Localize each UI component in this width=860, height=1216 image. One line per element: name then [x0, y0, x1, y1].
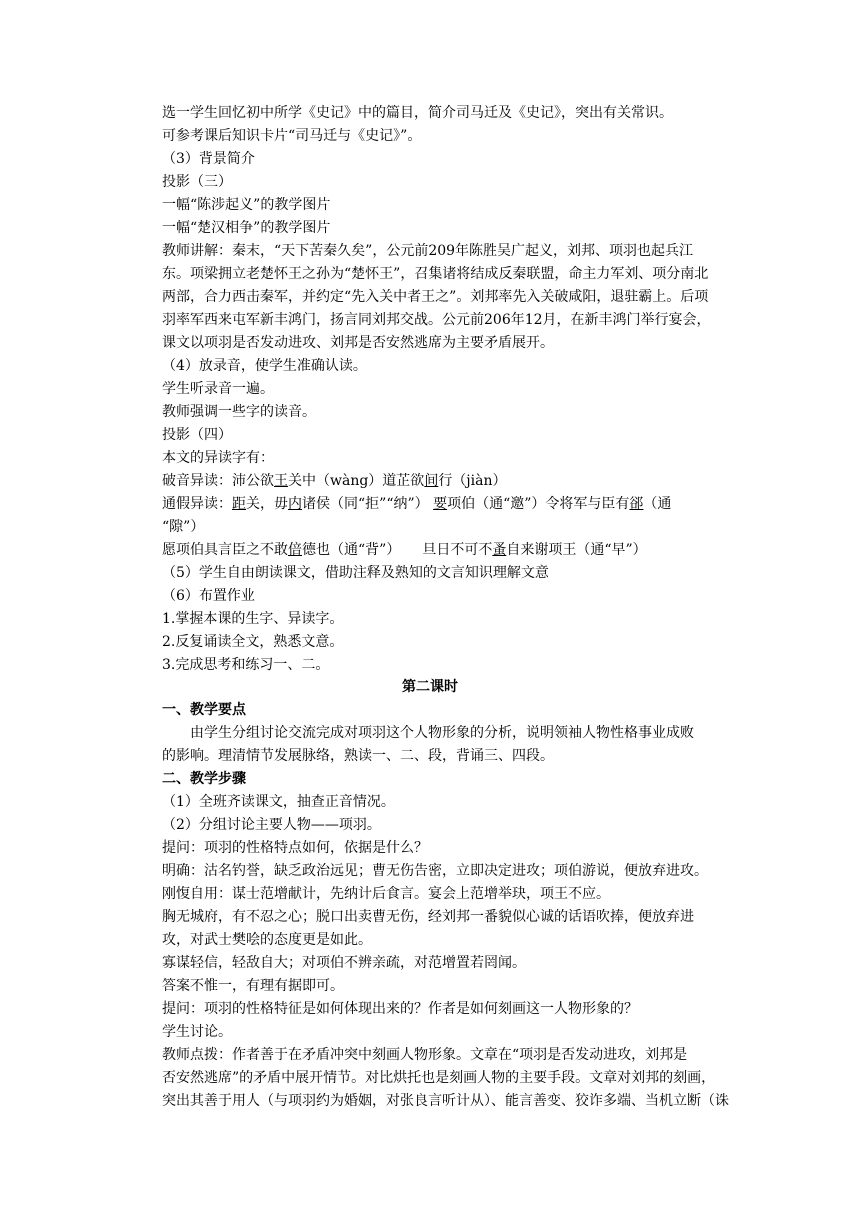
paragraph-line: 学生听录音一遍。 — [162, 381, 274, 397]
paragraph-line: （4）放录音，使学生准确认读。 — [162, 358, 367, 374]
paragraph-line: 教师讲解：秦末，“天下苦秦久矣”，公元前209年陈胜吴广起义，刘邦、项羽也起兵江 — [162, 243, 694, 259]
paragraph-line: 学生讨论。 — [162, 1024, 232, 1040]
underlined-char: 距 — [232, 496, 246, 512]
paragraph-line: 2.反复诵读全文，熟悉文意。 — [162, 634, 344, 650]
paragraph-line: 刚愎自用：谋士范增献计，先纳计后食言。宴会上范增举玦，项王不应。 — [162, 886, 610, 902]
paragraph-line: 教师点拨：作者善于在矛盾冲突中刻画人物形象。文章在“项羽是否发动进攻，刘邦是 — [162, 1047, 688, 1063]
paragraph-line: 攻，对武士樊哙的态度更是如此。 — [162, 932, 372, 948]
paragraph-line: （2）分组讨论主要人物——项羽。 — [162, 817, 381, 833]
paragraph-line: 的影响。理清情节发展脉络，熟读一、二、段，背诵三、四段。 — [162, 748, 554, 764]
paragraph-line: “隙”） — [162, 519, 205, 535]
text-run: 愿项伯具言臣之不敢 — [162, 542, 288, 558]
paragraph-line — [162, 539, 742, 562]
paragraph-line: （1）全班齐读课文，抽查正音情况。 — [162, 794, 395, 810]
paragraph-line: 两部，合力西击秦军，并约定“先入关中者王之”。刘邦率先入关破咸阳，退驻霸上。后项 — [162, 289, 709, 305]
paragraph-line: 1.掌握本课的生字、异读字。 — [162, 611, 344, 627]
subsection-heading: 二、教学步骤 — [162, 771, 246, 787]
underlined-char: 郤 — [629, 496, 644, 512]
text-run: 诸侯（同“拒”“纳”） — [302, 496, 429, 512]
text-run: （通 — [643, 496, 672, 512]
paragraph-line: 3.完成思考和练习一、二。 — [162, 657, 330, 673]
paragraph-line: （5）学生自由朗读课文，借助注释及熟知的文言知识理解文意 — [162, 565, 549, 581]
paragraph-line: 一幅“楚汉相争”的教学图片 — [162, 220, 331, 236]
text-run: 德也（通“背”） — [302, 542, 401, 558]
text-run: 项伯（通“邀”）令将军与臣有 — [447, 496, 630, 512]
paragraph-line: 东。项梁拥立老楚怀王之孙为“楚怀王”，召集诸将结成反秦联盟，命主力军刘、项分南北 — [162, 266, 709, 282]
text-run: 通假异读： — [162, 496, 232, 512]
paragraph-line: （3）背景简介 — [162, 151, 255, 167]
underlined-char: 要 — [433, 496, 448, 512]
paragraph-line: 一幅“陈涉起义”的教学图片 — [162, 197, 331, 213]
paragraph-line: 投影（四） — [162, 427, 232, 443]
underlined-char: 间 — [424, 473, 439, 489]
paragraph-line: 胸无城府，有不忍之心；脱口出卖曹无伤，经刘邦一番貌似心诚的话语吹捧，便放弃进 — [162, 909, 694, 925]
text-run: 行（jiàn） — [438, 473, 507, 489]
paragraph-line: 选一学生回忆初中所学《史记》中的篇目，简介司马迁及《史记》，突出有关常识。 — [162, 105, 673, 121]
underlined-char: 王 — [274, 473, 288, 489]
text-run: 破音异读：沛公欲 — [162, 473, 274, 489]
paragraph-line: 寡谋轻信，轻敌自大；对项伯不辨亲疏，对范增置若罔闻。 — [162, 955, 526, 971]
paragraph-line: 提问：项羽的性格特征是如何体现出来的？作者是如何刻画这一人物形象的？ — [162, 1001, 638, 1017]
paragraph-line: 投影（三） — [162, 174, 232, 190]
section-heading: 第二课时 — [402, 679, 458, 695]
underlined-char: 蚤 — [492, 542, 507, 558]
paragraph-line: （6）布置作业 — [162, 588, 255, 604]
paragraph-line: 本文的异读字有： — [162, 450, 274, 466]
paragraph-line: 羽率军西来屯军新丰鸿门，扬言同刘邦交战。公元前206年12月，在新丰鸿门举行宴会， — [162, 312, 711, 328]
paragraph-line: 课文以项羽是否发动进攻、刘邦是否安然逃席为主要矛盾展开。 — [162, 335, 554, 351]
text-run: 关中（wàng）道芷欲 — [288, 473, 425, 489]
paragraph-line: 否安然逃席”的矛盾中展开情节。对比烘托也是刻画人物的主要手段。文章对刘邦的刻画， — [162, 1070, 716, 1086]
paragraph-line: 突出其善于用人（与项羽约为婚姻，对张良言听计从）、能言善变、狡诈多端、当机立断（诛 — [162, 1093, 729, 1109]
paragraph-line: 明确：沽名钓誉，缺乏政治远见；曹无伤告密，立即决定进攻；项伯游说，便放弃进攻。 — [162, 863, 708, 879]
paragraph-line — [162, 493, 742, 516]
subsection-heading: 一、教学要点 — [162, 702, 246, 718]
paragraph-line: 提问：项羽的性格特点如何，依据是什么？ — [162, 840, 428, 856]
paragraph-line — [162, 470, 742, 493]
text-run: 关，毋 — [246, 496, 288, 512]
paragraph-line: 由学生分组讨论交流完成对项羽这个人物形象的分析，说明领袖人物性格事业成败 — [190, 725, 694, 741]
text-run: 旦日不可不 — [422, 542, 493, 558]
text-run: 自来谢项王（通“早”） — [506, 542, 647, 558]
paragraph-line: 可参考课后知识卡片“司马迁与《史记》”。 — [162, 128, 422, 144]
underlined-char: 倍 — [288, 542, 302, 558]
underlined-char: 内 — [288, 496, 302, 512]
paragraph-line: 答案不惟一，有理有据即可。 — [162, 978, 344, 994]
paragraph-line: 教师强调一些字的读音。 — [162, 404, 316, 420]
